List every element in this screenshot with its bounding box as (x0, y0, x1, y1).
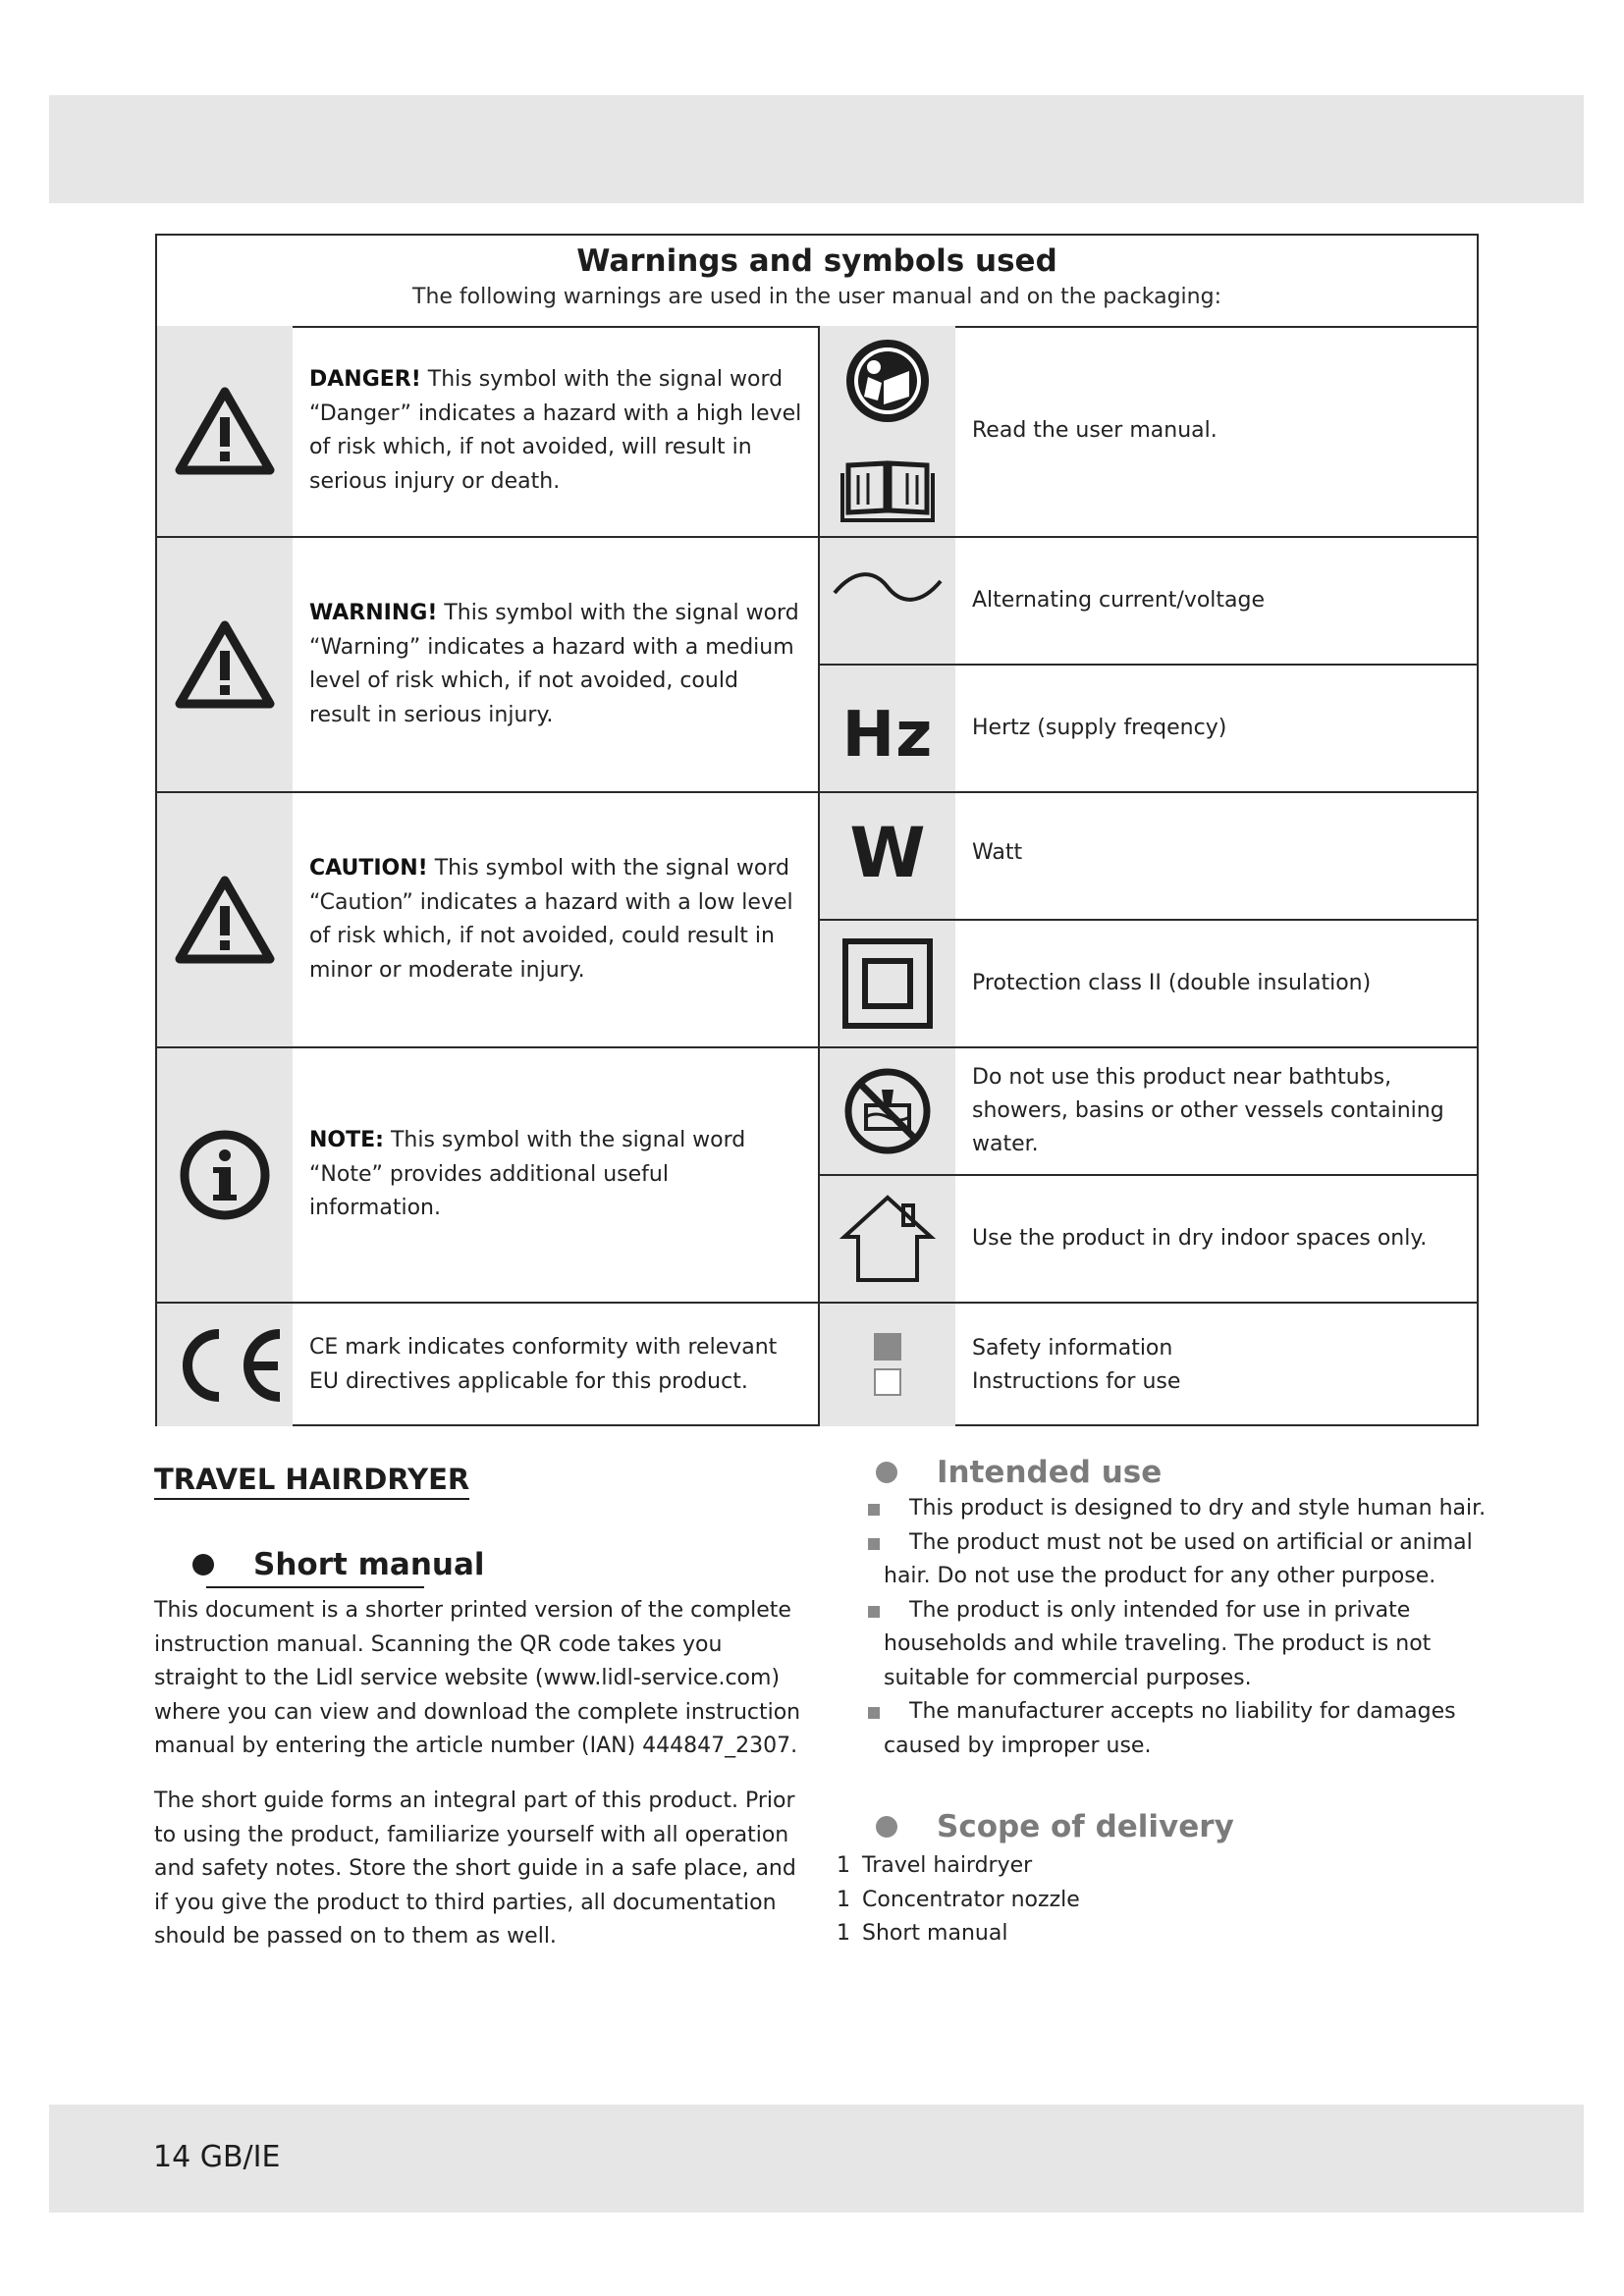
warning-triangle-icon (172, 873, 278, 967)
note-label: NOTE: (309, 1128, 384, 1153)
indoor-house-icon (839, 1192, 937, 1286)
legend-row (820, 1304, 1479, 1426)
no-water-icon (842, 1066, 933, 1156)
list-item: The manufacturer accepts no liability for damages caused by improper use. (864, 1695, 1492, 1763)
short-manual-heading (192, 1547, 485, 1582)
caution-text: This symbol with the signal word “Caution” indicates a hazard with a low level of risk which, if not avoided, could result in minor or moderate injury. (309, 856, 793, 983)
danger-text: This symbol with the signal word “Danger” indicates a hazard with a high level of risk which, if not avoided, will result in serious injury or death. (309, 367, 802, 494)
list-item: 1 Travel hairdryer (837, 1853, 1033, 1878)
list-item: This product is designed to dry and style human hair. (864, 1492, 1492, 1526)
intended-use-title: Intended use (937, 1455, 1163, 1490)
table-header (157, 236, 1477, 328)
caution-label: CAUTION! (309, 856, 428, 881)
page-number: 14 GB/IE (153, 2140, 281, 2174)
ac-text: Alternating current/voltage (972, 588, 1266, 613)
list-item: 1 Concentrator nozzle (837, 1887, 1080, 1912)
table-subtitle: The following warnings are used in the user manual and on the packaging: (412, 285, 1221, 309)
ce-row (157, 1304, 818, 1426)
watt-icon: W (849, 813, 926, 893)
list-item: The product must not be used on artificial or animal hair. Do not use the product for any other purpose. (864, 1526, 1492, 1594)
watt-row (820, 793, 1479, 921)
bullet-dot-icon (876, 1462, 897, 1483)
note-text: This symbol with the signal word “Note” provides additional useful information. (309, 1128, 746, 1221)
short-manual-underline (206, 1586, 424, 1588)
header-band (49, 95, 1584, 203)
warnings-symbols-table (155, 234, 1479, 1426)
square-legend-icon (872, 1331, 903, 1400)
short-manual-title: Short manual (253, 1547, 485, 1582)
legend-safety-text: Safety information (972, 1335, 1173, 1361)
footer-band (49, 2105, 1584, 2213)
product-heading: TRAVEL HAIRDRYER (154, 1463, 469, 1500)
intended-use-list (864, 1492, 1492, 1763)
ce-mark-icon (162, 1326, 288, 1405)
read-manual-text: Read the user manual. (972, 418, 1218, 443)
warning-label: WARNING! (309, 601, 438, 625)
no-water-text: Do not use this product near bathtubs, showers, basins or other vessels containing water. (972, 1065, 1444, 1156)
list-item: The product is only intended for use in private households and while traveling. The product is not suitable for commercial purposes. (864, 1594, 1492, 1696)
read-manual-icon (839, 338, 937, 524)
scope-list (837, 1849, 1080, 1951)
table-title: Warnings and symbols used (576, 243, 1057, 279)
short-manual-para-2: The short guide forms an integral part of this product. Prior to using the product, familiarize yourself with all operation and safety notes. Store the short guide in a safe place, and if you give the product to third parties, all documentation should be passed on to them as well. (154, 1789, 796, 1949)
short-manual-para-1: This document is a shorter printed version of the complete instruction manual. Scanning the QR code takes you straight to the Lidl service website (www.lidl-service.com) where you can view and download the complete instruction manual by entering the article number (IAN) 444847_2307. (154, 1598, 801, 1758)
warning-triangle-icon (172, 384, 278, 478)
alternating-current-icon (831, 567, 945, 607)
bullet-dot-icon (192, 1554, 214, 1575)
protection-class-text: Protection class II (double insulation) (972, 971, 1372, 995)
warning-text: This symbol with the signal word “Warning” indicates a hazard with a medium level of risk which, if not avoided, could result in serious injury. (309, 601, 799, 727)
scope-heading (876, 1809, 1234, 1844)
protection-class-ii-icon (841, 937, 934, 1030)
read-manual-row (820, 326, 1479, 538)
danger-row (157, 326, 818, 538)
protection-class-row (820, 921, 1479, 1048)
list-item: 1 Short manual (837, 1921, 1008, 1946)
caution-row (157, 793, 818, 1048)
intended-use-heading (876, 1455, 1162, 1490)
indoor-row (820, 1176, 1479, 1304)
hz-row (820, 666, 1479, 793)
legend-instructions-text: Instructions for use (972, 1368, 1181, 1394)
hz-icon: Hz (841, 699, 934, 772)
watt-text: Watt (972, 840, 1023, 865)
danger-label: DANGER! (309, 367, 421, 392)
bullet-dot-icon (876, 1816, 897, 1838)
note-row (157, 1048, 818, 1304)
ce-text: CE mark indicates conformity with relevant EU directives applicable for this product. (309, 1335, 778, 1394)
hz-text: Hertz (supply freqency) (972, 716, 1227, 740)
scope-title: Scope of delivery (937, 1809, 1234, 1844)
no-water-row (820, 1048, 1479, 1176)
ac-row (820, 538, 1479, 666)
warning-row (157, 538, 818, 793)
info-icon (178, 1128, 272, 1222)
indoor-text: Use the product in dry indoor spaces only. (972, 1226, 1428, 1251)
warning-triangle-icon (172, 617, 278, 712)
